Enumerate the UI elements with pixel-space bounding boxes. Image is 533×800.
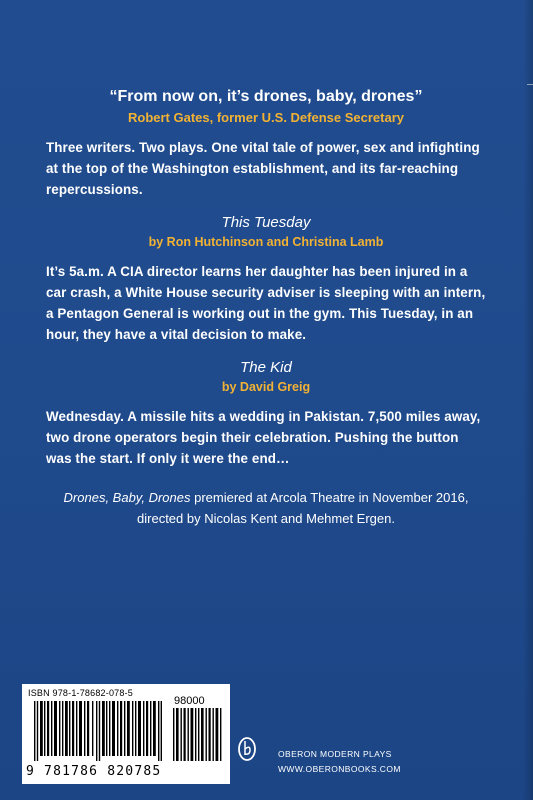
play-blurb-this-tuesday: It’s 5a.m. A CIA director learns her daughter has been injured in a car crash, a White House security adviser is sleeping with an intern, a Pentagon General is working out in the gym. This Tuesday, in an hour, they have a vital decision to make.	[46, 264, 486, 342]
barcode-digits: 9 781786 820785	[26, 764, 162, 779]
addon-barcode-bars	[173, 708, 223, 761]
barcode-box	[22, 684, 230, 784]
isbn-barcode-bars	[34, 701, 162, 761]
premiere-show-title: Drones, Baby, Drones	[63, 490, 191, 505]
blurb-content	[46, 88, 486, 529]
play-title-the-kid: The Kid	[240, 359, 292, 376]
barcode-addon-number: 98000	[174, 695, 205, 707]
intro-paragraph: Three writers. Two plays. One vital tale of power, sex and infighting at the top of the Washington establishment, and its far-reaching repercussions.	[46, 140, 480, 197]
quote-attribution: Robert Gates, former U.S. Defense Secretary	[128, 110, 404, 125]
premiere-details: premiered at Arcola Theatre in November 2016, directed by Nicolas Kent and Mehmet Ergen.	[137, 490, 469, 526]
spine-edge-shadow	[523, 0, 533, 800]
play-blurb-the-kid: Wednesday. A missile hits a wedding in Pakistan. 7,500 miles away, two drone operators begin their celebration. Pushing the button was the start. If only it were the end…	[46, 409, 481, 466]
isbn-label: ISBN 978-1-78682-078-5	[28, 688, 133, 698]
publisher-name: OBERON MODERN PLAYS	[278, 749, 392, 759]
pull-quote: “From now on, it’s drones, baby, drones”	[109, 88, 423, 105]
premiere-note	[46, 487, 486, 529]
oberon-logo-icon	[237, 734, 257, 762]
publisher-url: WWW.OBERONBOOKS.COM	[278, 764, 401, 774]
edge-tick-mark	[527, 84, 533, 85]
play-byline-this-tuesday: by Ron Hutchinson and Christina Lamb	[148, 235, 384, 249]
play-byline-the-kid: by David Greig	[221, 380, 311, 394]
play-title-this-tuesday: This Tuesday	[221, 214, 311, 231]
